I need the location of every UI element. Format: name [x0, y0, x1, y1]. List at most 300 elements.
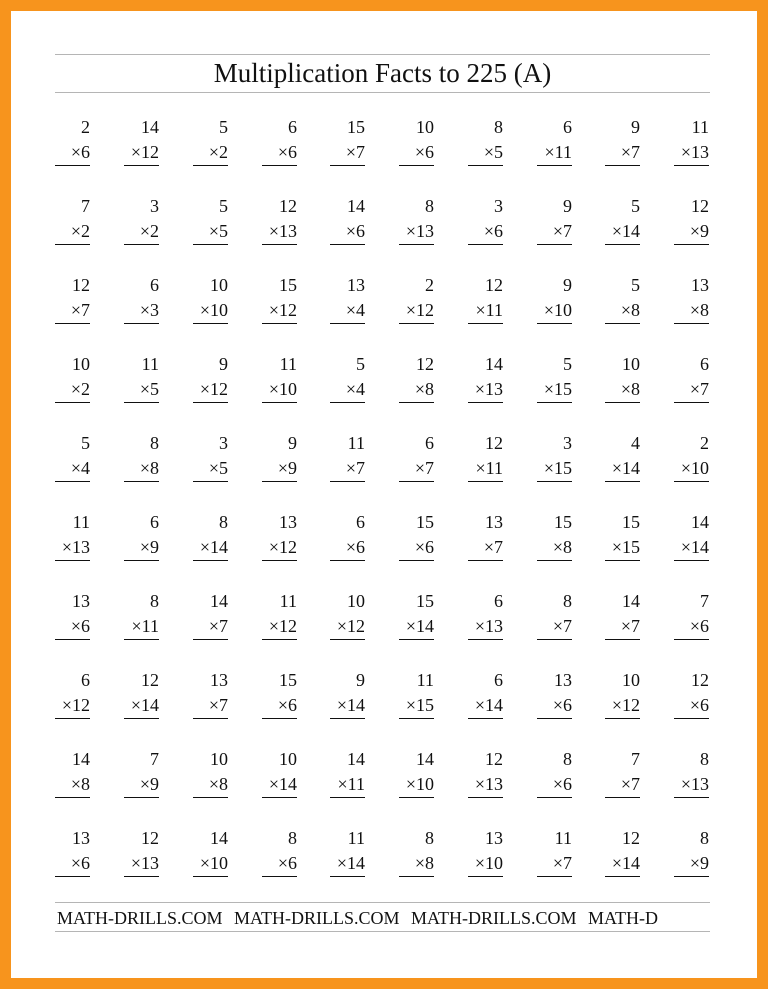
problem [468, 115, 503, 166]
problem [537, 826, 572, 877]
multiplier: ×12 [399, 298, 434, 324]
problem [605, 826, 640, 877]
multiplier: ×9 [674, 851, 709, 877]
multiplicand: 13 [347, 275, 365, 295]
multiplier: ×8 [55, 772, 90, 798]
multiplier: ×9 [262, 456, 297, 482]
multiplier: ×8 [605, 377, 640, 403]
multiplicand: 6 [81, 670, 90, 690]
problem [674, 589, 709, 640]
problem [330, 115, 365, 166]
multiplier: ×13 [399, 219, 434, 245]
multiplier: ×15 [537, 377, 572, 403]
multiplicand: 15 [622, 512, 640, 532]
problem [674, 826, 709, 877]
multiplier: ×12 [605, 693, 640, 719]
problem [468, 668, 503, 719]
multiplier: ×15 [605, 535, 640, 561]
problem [55, 431, 90, 482]
multiplicand: 10 [210, 749, 228, 769]
multiplicand: 11 [279, 354, 297, 374]
problem [468, 747, 503, 798]
problem [330, 194, 365, 245]
problem [468, 273, 503, 324]
problem [262, 589, 297, 640]
problem [262, 431, 297, 482]
multiplier: ×8 [399, 851, 434, 877]
problem [330, 510, 365, 561]
multiplicand: 6 [150, 512, 159, 532]
footer [57, 906, 710, 930]
multiplicand: 3 [563, 433, 572, 453]
multiplier: ×6 [55, 140, 90, 166]
problem [55, 352, 90, 403]
multiplier: ×6 [537, 693, 572, 719]
multiplier: ×14 [399, 614, 434, 640]
problem [193, 194, 228, 245]
problem [674, 510, 709, 561]
multiplicand: 12 [416, 354, 434, 374]
multiplier: ×4 [330, 377, 365, 403]
problem [124, 747, 159, 798]
page-title: Multiplication Facts to 225 (A) [213, 58, 552, 88]
multiplier: ×7 [330, 140, 365, 166]
multiplicand: 6 [700, 354, 709, 374]
multiplicand: 7 [150, 749, 159, 769]
multiplicand: 12 [622, 828, 640, 848]
multiplier: ×7 [674, 377, 709, 403]
problem [55, 510, 90, 561]
multiplier: ×7 [55, 298, 90, 324]
multiplier: ×14 [193, 535, 228, 561]
multiplier: ×10 [262, 377, 297, 403]
multiplicand: 13 [279, 512, 297, 532]
multiplicand: 6 [288, 117, 297, 137]
problem [330, 589, 365, 640]
multiplier: ×8 [605, 298, 640, 324]
problem [124, 431, 159, 482]
title-bottom-rule [55, 92, 710, 93]
multiplicand: 6 [425, 433, 434, 453]
multiplicand: 5 [356, 354, 365, 374]
multiplicand: 12 [691, 196, 709, 216]
multiplier: ×11 [537, 140, 572, 166]
multiplicand: 9 [356, 670, 365, 690]
problem [537, 510, 572, 561]
multiplicand: 13 [485, 828, 503, 848]
problem [330, 826, 365, 877]
multiplicand: 9 [563, 275, 572, 295]
multiplier: ×14 [124, 693, 159, 719]
multiplicand: 5 [219, 117, 228, 137]
problem [124, 273, 159, 324]
problem [55, 115, 90, 166]
problem [330, 747, 365, 798]
multiplier: ×12 [262, 298, 297, 324]
multiplier: ×14 [605, 219, 640, 245]
multiplicand: 2 [425, 275, 434, 295]
problem [537, 668, 572, 719]
multiplicand: 10 [347, 591, 365, 611]
multiplicand: 10 [622, 670, 640, 690]
problem [124, 115, 159, 166]
footer-text: MATH-D [588, 908, 659, 928]
multiplicand: 11 [347, 828, 365, 848]
problem [330, 431, 365, 482]
problem [468, 352, 503, 403]
multiplier: ×12 [124, 140, 159, 166]
multiplier: ×14 [468, 693, 503, 719]
multiplicand: 14 [141, 117, 159, 137]
multiplicand: 8 [494, 117, 503, 137]
problem [399, 352, 434, 403]
multiplier: ×12 [330, 614, 365, 640]
multiplicand: 14 [416, 749, 434, 769]
multiplier: ×15 [537, 456, 572, 482]
multiplicand: 15 [347, 117, 365, 137]
problem [399, 510, 434, 561]
problem [399, 431, 434, 482]
multiplicand: 5 [81, 433, 90, 453]
multiplier: ×10 [399, 772, 434, 798]
problem [468, 589, 503, 640]
multiplicand: 10 [210, 275, 228, 295]
multiplicand: 7 [631, 749, 640, 769]
problem [605, 115, 640, 166]
multiplier: ×13 [124, 851, 159, 877]
problem [193, 747, 228, 798]
multiplier: ×13 [674, 772, 709, 798]
multiplicand: 14 [210, 591, 228, 611]
multiplicand: 9 [288, 433, 297, 453]
problem [262, 747, 297, 798]
multiplier: ×7 [605, 140, 640, 166]
footer-text: MATH-DRILLS.COM [234, 908, 400, 928]
multiplicand: 8 [150, 433, 159, 453]
multiplicand: 8 [219, 512, 228, 532]
multiplier: ×12 [193, 377, 228, 403]
multiplicand: 12 [485, 433, 503, 453]
problem [262, 352, 297, 403]
multiplicand: 11 [347, 433, 365, 453]
multiplicand: 14 [347, 749, 365, 769]
problem [537, 431, 572, 482]
problem [330, 668, 365, 719]
multiplier: ×12 [262, 614, 297, 640]
multiplicand: 11 [691, 117, 709, 137]
multiplier: ×4 [330, 298, 365, 324]
multiplicand: 8 [425, 196, 434, 216]
problem [605, 194, 640, 245]
multiplier: ×15 [399, 693, 434, 719]
multiplier: ×7 [193, 693, 228, 719]
multiplicand: 3 [494, 196, 503, 216]
multiplier: ×8 [193, 772, 228, 798]
multiplier: ×7 [330, 456, 365, 482]
problem [55, 826, 90, 877]
multiplier: ×13 [468, 772, 503, 798]
problem [55, 273, 90, 324]
multiplicand: 10 [622, 354, 640, 374]
multiplicand: 6 [563, 117, 572, 137]
multiplier: ×5 [468, 140, 503, 166]
multiplier: ×11 [468, 298, 503, 324]
problem [55, 668, 90, 719]
problem [537, 115, 572, 166]
problem [193, 273, 228, 324]
multiplier: ×6 [330, 535, 365, 561]
multiplier: ×7 [193, 614, 228, 640]
problem [605, 431, 640, 482]
multiplier: ×7 [537, 851, 572, 877]
multiplier: ×14 [262, 772, 297, 798]
problem [193, 352, 228, 403]
multiplicand: 13 [72, 591, 90, 611]
problem [537, 273, 572, 324]
problem [605, 747, 640, 798]
problem [674, 273, 709, 324]
multiplicand: 5 [219, 196, 228, 216]
problem [193, 589, 228, 640]
multiplier: ×4 [55, 456, 90, 482]
multiplier: ×12 [55, 693, 90, 719]
multiplicand: 14 [622, 591, 640, 611]
multiplicand: 8 [700, 828, 709, 848]
multiplier: ×13 [468, 614, 503, 640]
multiplier: ×9 [124, 535, 159, 561]
problem [537, 194, 572, 245]
multiplier: ×6 [399, 140, 434, 166]
multiplicand: 6 [150, 275, 159, 295]
problem [330, 273, 365, 324]
multiplier: ×8 [124, 456, 159, 482]
multiplicand: 7 [81, 196, 90, 216]
problem [605, 668, 640, 719]
multiplier: ×10 [193, 851, 228, 877]
problem [399, 194, 434, 245]
problem [674, 668, 709, 719]
multiplier: ×11 [330, 772, 365, 798]
problem [193, 115, 228, 166]
multiplicand: 5 [631, 275, 640, 295]
multiplicand: 15 [416, 512, 434, 532]
multiplier: ×13 [674, 140, 709, 166]
multiplicand: 8 [700, 749, 709, 769]
problem [674, 352, 709, 403]
multiplier: ×8 [674, 298, 709, 324]
problem [124, 668, 159, 719]
multiplicand: 13 [485, 512, 503, 532]
multiplicand: 4 [631, 433, 640, 453]
problem [674, 747, 709, 798]
problem [399, 589, 434, 640]
multiplicand: 10 [279, 749, 297, 769]
problem [55, 589, 90, 640]
multiplier: ×2 [193, 140, 228, 166]
problem [399, 826, 434, 877]
multiplier: ×7 [537, 219, 572, 245]
problem [674, 431, 709, 482]
multiplicand: 13 [554, 670, 572, 690]
multiplicand: 8 [425, 828, 434, 848]
problem [537, 747, 572, 798]
multiplicand: 14 [691, 512, 709, 532]
multiplicand: 8 [563, 591, 572, 611]
multiplier: ×6 [674, 693, 709, 719]
multiplicand: 3 [219, 433, 228, 453]
multiplier: ×8 [537, 535, 572, 561]
multiplicand: 8 [563, 749, 572, 769]
multiplier: ×8 [399, 377, 434, 403]
multiplier: ×5 [193, 219, 228, 245]
multiplicand: 12 [485, 749, 503, 769]
problem [124, 194, 159, 245]
multiplicand: 6 [494, 670, 503, 690]
problem [674, 115, 709, 166]
problem [674, 194, 709, 245]
multiplier: ×2 [124, 219, 159, 245]
multiplier: ×6 [468, 219, 503, 245]
problem [330, 352, 365, 403]
multiplier: ×3 [124, 298, 159, 324]
multiplier: ×11 [124, 614, 159, 640]
multiplier: ×12 [262, 535, 297, 561]
multiplicand: 6 [494, 591, 503, 611]
problem [262, 668, 297, 719]
multiplicand: 12 [279, 196, 297, 216]
multiplicand: 10 [72, 354, 90, 374]
multiplicand: 11 [279, 591, 297, 611]
multiplicand: 11 [554, 828, 572, 848]
problem [193, 826, 228, 877]
multiplier: ×7 [605, 772, 640, 798]
multiplicand: 12 [72, 275, 90, 295]
multiplier: ×6 [674, 614, 709, 640]
problem [55, 747, 90, 798]
problem [55, 194, 90, 245]
multiplier: ×10 [193, 298, 228, 324]
multiplier: ×6 [330, 219, 365, 245]
multiplicand: 15 [416, 591, 434, 611]
multiplier: ×14 [605, 851, 640, 877]
multiplicand: 6 [356, 512, 365, 532]
problem [124, 589, 159, 640]
multiplicand: 10 [416, 117, 434, 137]
problem [124, 352, 159, 403]
problem [262, 194, 297, 245]
multiplier: ×6 [55, 851, 90, 877]
footer-bottom-rule [55, 931, 710, 932]
multiplier: ×6 [55, 614, 90, 640]
problem [399, 115, 434, 166]
multiplicand: 11 [72, 512, 90, 532]
multiplier: ×7 [399, 456, 434, 482]
problem [262, 826, 297, 877]
problem [193, 510, 228, 561]
multiplier: ×2 [55, 219, 90, 245]
multiplicand: 11 [141, 354, 159, 374]
multiplier: ×6 [262, 693, 297, 719]
problem [262, 115, 297, 166]
multiplier: ×11 [468, 456, 503, 482]
multiplier: ×9 [124, 772, 159, 798]
problem [537, 589, 572, 640]
problem [124, 826, 159, 877]
multiplicand: 14 [72, 749, 90, 769]
multiplier: ×14 [605, 456, 640, 482]
multiplier: ×7 [537, 614, 572, 640]
multiplier: ×13 [55, 535, 90, 561]
problem [605, 589, 640, 640]
multiplier: ×5 [193, 456, 228, 482]
multiplicand: 8 [288, 828, 297, 848]
problem [262, 510, 297, 561]
problem [399, 273, 434, 324]
multiplicand: 7 [700, 591, 709, 611]
multiplier: ×6 [262, 851, 297, 877]
problem [605, 273, 640, 324]
multiplicand: 3 [150, 196, 159, 216]
multiplier: ×7 [605, 614, 640, 640]
multiplicand: 9 [631, 117, 640, 137]
problem [124, 510, 159, 561]
footer-top-rule [55, 902, 710, 903]
multiplier: ×2 [55, 377, 90, 403]
multiplicand: 11 [416, 670, 434, 690]
problem [399, 668, 434, 719]
multiplicand: 5 [563, 354, 572, 374]
multiplier: ×13 [468, 377, 503, 403]
multiplier: ×6 [537, 772, 572, 798]
problem [193, 431, 228, 482]
multiplicand: 13 [210, 670, 228, 690]
problem [537, 352, 572, 403]
multiplier: ×10 [468, 851, 503, 877]
multiplier: ×13 [262, 219, 297, 245]
multiplicand: 9 [563, 196, 572, 216]
multiplicand: 12 [691, 670, 709, 690]
multiplicand: 14 [485, 354, 503, 374]
problem [399, 747, 434, 798]
multiplier: ×5 [124, 377, 159, 403]
multiplier: ×14 [674, 535, 709, 561]
multiplier: ×10 [537, 298, 572, 324]
problem [262, 273, 297, 324]
multiplier: ×10 [674, 456, 709, 482]
multiplicand: 8 [150, 591, 159, 611]
multiplicand: 15 [554, 512, 572, 532]
multiplier: ×14 [330, 693, 365, 719]
problem [605, 352, 640, 403]
multiplicand: 5 [631, 196, 640, 216]
problem [605, 510, 640, 561]
footer-text: MATH-DRILLS.COM [411, 908, 577, 928]
problem [468, 194, 503, 245]
multiplicand: 12 [485, 275, 503, 295]
multiplicand: 14 [210, 828, 228, 848]
multiplier: ×7 [468, 535, 503, 561]
multiplier: ×6 [399, 535, 434, 561]
multiplicand: 15 [279, 275, 297, 295]
multiplier: ×14 [330, 851, 365, 877]
problem [468, 431, 503, 482]
problem [193, 668, 228, 719]
multiplicand: 2 [700, 433, 709, 453]
multiplier: ×6 [262, 140, 297, 166]
multiplicand: 2 [81, 117, 90, 137]
problem [468, 510, 503, 561]
multiplier: ×9 [674, 219, 709, 245]
